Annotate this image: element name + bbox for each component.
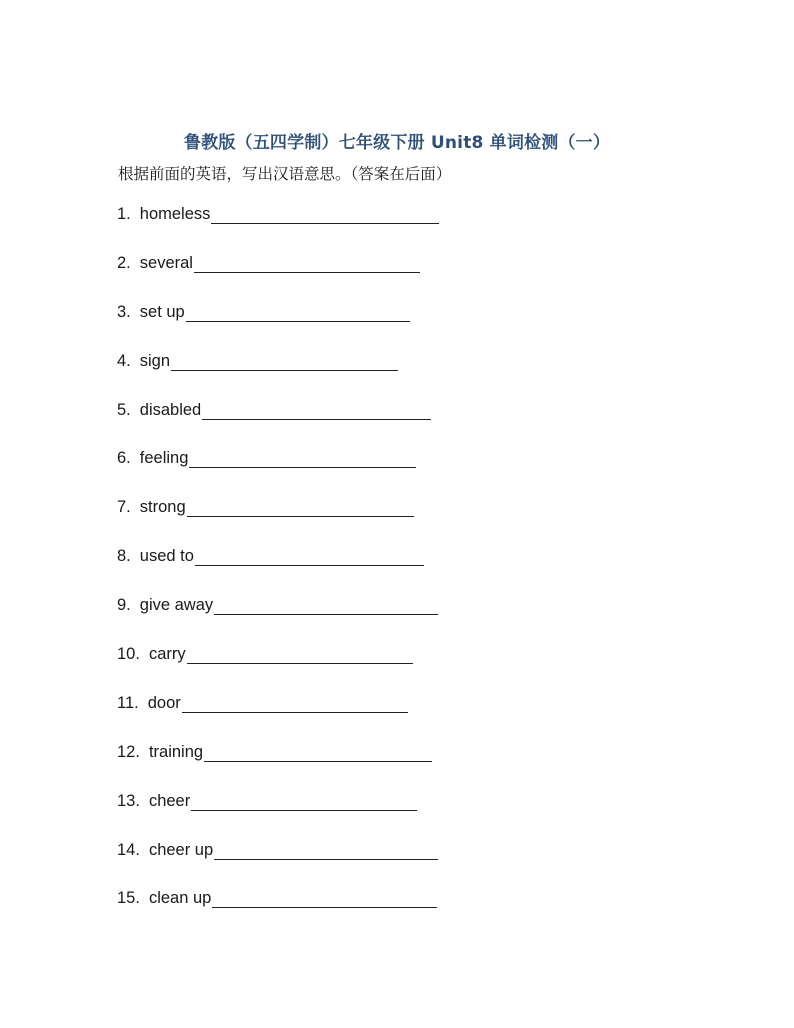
list-item <box>117 205 439 254</box>
item-word: sign <box>139 351 171 370</box>
list-item <box>117 401 439 450</box>
answer-blank[interactable] <box>212 889 437 908</box>
list-item <box>117 596 439 645</box>
answer-blank[interactable] <box>195 547 424 566</box>
list-item <box>117 449 439 498</box>
list-item <box>117 743 439 792</box>
answer-blank[interactable] <box>171 352 398 371</box>
answer-blank[interactable] <box>191 792 417 811</box>
item-number: 10. <box>117 645 140 664</box>
item-word: give away <box>139 596 214 615</box>
item-number: 1. <box>117 205 131 223</box>
item-word: set up <box>139 302 185 321</box>
answer-blank[interactable] <box>204 743 432 762</box>
item-number: 4. <box>117 351 131 370</box>
item-number: 9. <box>117 596 131 615</box>
item-word: carry <box>148 645 186 664</box>
answer-blank[interactable] <box>187 645 413 664</box>
answer-blank[interactable] <box>214 841 438 860</box>
list-item <box>117 254 439 303</box>
answer-blank[interactable] <box>202 401 431 420</box>
item-word: strong <box>139 498 186 517</box>
item-number: 14. <box>117 840 140 859</box>
list-item <box>117 841 439 890</box>
item-word: cheer up <box>148 840 214 859</box>
item-number: 5. <box>117 400 131 419</box>
list-item <box>117 645 439 694</box>
vocabulary-list <box>117 205 439 938</box>
item-word: several <box>139 253 193 272</box>
answer-blank[interactable] <box>189 449 416 468</box>
item-word: door <box>147 693 181 712</box>
item-word: clean up <box>148 889 212 908</box>
page-title: 鲁教版（五四学制）七年级下册 Unit8 单词检测（一） <box>183 133 611 153</box>
list-item <box>117 792 439 841</box>
item-word: homeless <box>139 205 211 223</box>
answer-blank[interactable] <box>182 694 408 713</box>
instruction-text: 根据前面的英语，写出汉语意思。（答案在后面） <box>118 165 452 183</box>
item-word: cheer <box>148 791 191 810</box>
list-item <box>117 547 439 596</box>
answer-blank[interactable] <box>211 205 439 224</box>
answer-blank[interactable] <box>214 596 438 615</box>
item-number: 7. <box>117 498 131 517</box>
answer-blank[interactable] <box>194 254 420 273</box>
list-item <box>117 889 439 938</box>
list-item <box>117 303 439 352</box>
item-number: 12. <box>117 742 140 761</box>
item-word: disabled <box>139 400 202 419</box>
item-word: training <box>148 742 204 761</box>
item-number: 15. <box>117 889 140 908</box>
item-number: 13. <box>117 791 140 810</box>
item-number: 6. <box>117 449 131 468</box>
list-item <box>117 498 439 547</box>
answer-blank[interactable] <box>187 498 414 517</box>
item-number: 2. <box>117 253 131 272</box>
item-word: feeling <box>139 449 189 468</box>
item-word: used to <box>139 547 194 566</box>
item-number: 8. <box>117 547 131 566</box>
item-number: 3. <box>117 302 131 321</box>
answer-blank[interactable] <box>186 303 410 322</box>
item-number: 11. <box>117 693 139 712</box>
list-item <box>117 694 439 743</box>
list-item <box>117 352 439 401</box>
